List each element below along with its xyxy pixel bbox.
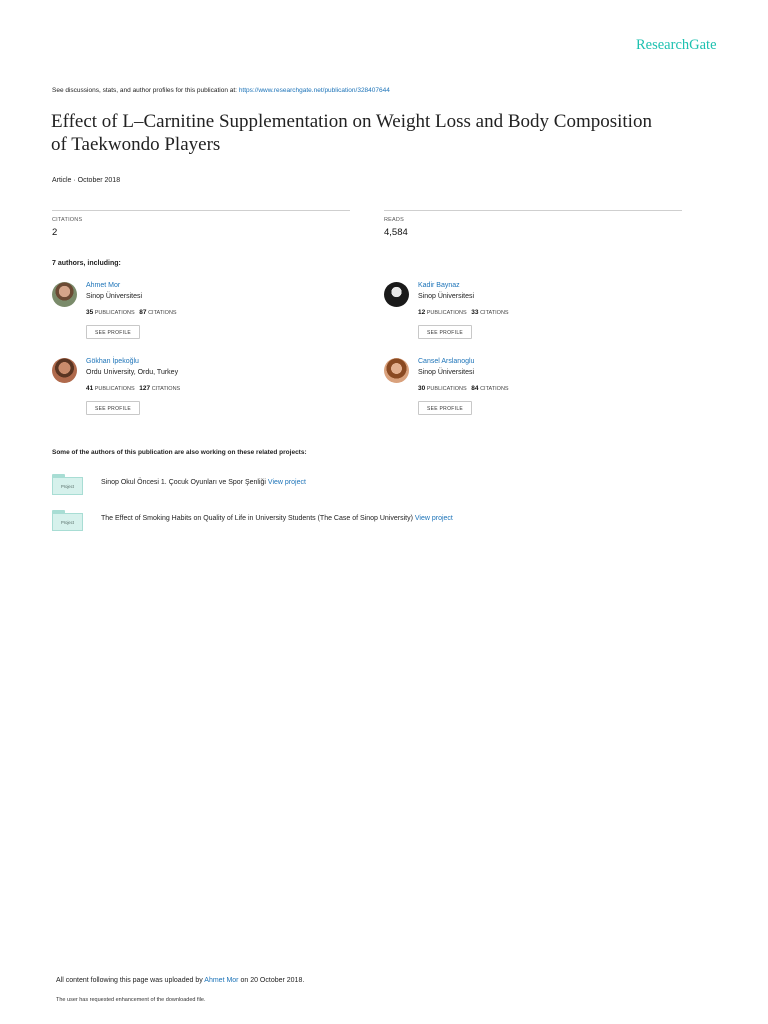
paper-title-line-1: Effect of L–Carnitine Supplementation on Weight Loss and Body Composition [51, 111, 652, 132]
see-profile-button[interactable]: SEE PROFILE [418, 401, 472, 415]
upload-prefix: All content following this page was uploaded by [56, 977, 203, 984]
author-publications-count: 35 [86, 309, 94, 316]
project-title: Sinop Okul Öncesi 1. Çocuk Oyunları ve Spor Şenliği [101, 479, 266, 486]
see-profile-button[interactable]: SEE PROFILE [418, 325, 472, 339]
project-item [52, 510, 652, 534]
project-folder-icon[interactable] [52, 510, 83, 531]
paper-title-line-2: of Taekwondo Players [51, 134, 221, 155]
citations-label: CITATIONS [480, 310, 509, 316]
author-publications-count: 12 [418, 309, 426, 316]
see-profile-button[interactable]: SEE PROFILE [86, 401, 140, 415]
publications-label: PUBLICATIONS [426, 310, 467, 316]
author-card [384, 358, 684, 420]
reads-label: READS [384, 217, 404, 223]
publication-url-link[interactable]: https://www.researchgate.net/publication/328407644 [238, 87, 390, 94]
author-card [52, 358, 352, 420]
project-title: The Effect of Smoking Habits on Quality of Life in University Students (The Case of Sinop University) [101, 515, 413, 522]
author-citations-count: 127 [139, 385, 151, 392]
project-folder-icon[interactable] [52, 474, 83, 495]
citations-label: CITATIONS [480, 386, 509, 392]
project-item [52, 474, 652, 498]
author-institution: Sinop Üniversitesi [418, 369, 475, 376]
see-profile-button[interactable]: SEE PROFILE [86, 325, 140, 339]
author-card [52, 282, 352, 344]
publications-label: PUBLICATIONS [94, 386, 135, 392]
view-project-link[interactable]: View project [267, 479, 306, 486]
publications-label: PUBLICATIONS [426, 386, 467, 392]
author-stats [418, 385, 509, 392]
author-name-link[interactable]: Kadir Baynaz [418, 282, 460, 289]
author-institution: Sinop Üniversitesi [418, 293, 475, 300]
researchgate-logo[interactable]: ResearchGate [636, 37, 717, 53]
project-badge-label: Project [60, 520, 75, 525]
see-discussions-text: See discussions, stats, and author profiles for this publication at: [52, 87, 237, 94]
publications-label: PUBLICATIONS [94, 310, 135, 316]
author-citations-count: 84 [471, 385, 479, 392]
project-badge-label: Project [60, 484, 75, 489]
author-card [384, 282, 684, 344]
author-citations-count: 87 [139, 309, 147, 316]
author-avatar[interactable] [52, 358, 77, 383]
upload-suffix: on 20 October 2018. [240, 977, 305, 984]
author-stats [86, 385, 180, 392]
author-avatar[interactable] [52, 282, 77, 307]
citations-value: 2 [52, 227, 58, 238]
author-publications-count: 30 [418, 385, 426, 392]
author-name-link[interactable]: Ahmet Mor [86, 282, 121, 289]
author-stats [418, 309, 509, 316]
citations-label: CITATIONS [52, 217, 83, 223]
author-institution: Sinop Üniversitesi [86, 293, 143, 300]
author-name-link[interactable]: Cansel Arslanoglu [418, 358, 475, 365]
enhancement-notice: The user has requested enhancement of the downloaded file. [56, 997, 206, 1003]
reads-value: 4,584 [384, 227, 408, 238]
paper-title [51, 110, 731, 156]
citations-label: CITATIONS [148, 310, 177, 316]
author-institution: Ordu University, Ordu, Turkey [86, 369, 179, 376]
article-meta: Article · October 2018 [52, 177, 121, 184]
author-citations-count: 33 [471, 309, 479, 316]
author-avatar[interactable] [384, 282, 409, 307]
project-text [101, 515, 453, 522]
upload-notice [56, 977, 304, 984]
view-project-link[interactable]: View project [414, 515, 453, 522]
project-text [101, 479, 306, 486]
citations-stat [52, 210, 350, 238]
publication-link-line [52, 87, 390, 94]
related-projects-heading: Some of the authors of this publication are also working on these related projects: [52, 449, 307, 456]
author-publications-count: 41 [86, 385, 94, 392]
citations-label: CITATIONS [151, 386, 181, 392]
uploader-link[interactable]: Ahmet Mor [204, 977, 239, 984]
authors-heading: 7 authors, including: [52, 260, 121, 267]
author-name-link[interactable]: Gökhan İpekoğlu [86, 358, 139, 365]
author-avatar[interactable] [384, 358, 409, 383]
reads-stat [384, 210, 682, 238]
author-stats [86, 309, 177, 316]
